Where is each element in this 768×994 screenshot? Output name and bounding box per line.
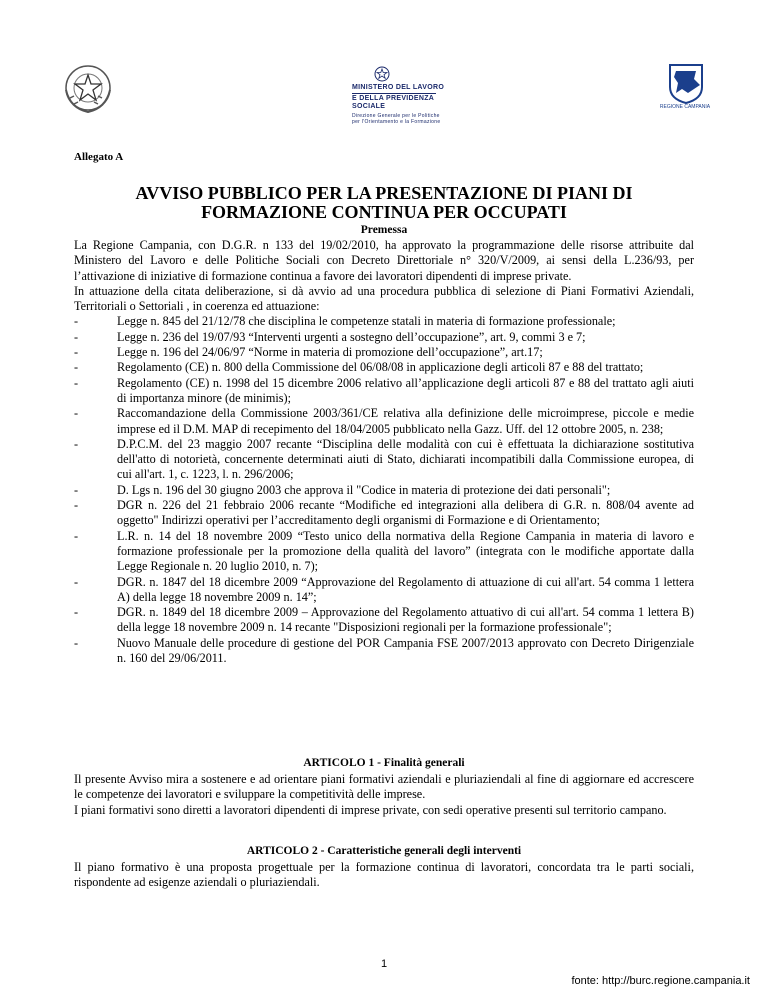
ministry-line1: MINISTERO DEL LAVORO [352, 84, 445, 91]
page-title [74, 184, 694, 222]
ministry-sub2: per l'Orientamento e la Formazione [352, 119, 441, 125]
list-item: - DGR n. 226 del 21 febbraio 2006 recante “Modifiche ed integrazioni alla delibera di G.R. n. 808/04 avente ad oggetto" Indirizzi operativi per l’accreditamento degli organismi di Formazione e di Orientamento; [74, 498, 694, 528]
articolo-1-paragraph-1: Il presente Avviso mira a sostenere e ad orientare piani formativi aziendali e pluriaziendali al fine di aggiornare ed accrescere le competenze dei lavoratori e sviluppare la competitività delle imprese. [74, 772, 694, 802]
ministry-line2: E DELLA PREVIDENZA SOCIALE [352, 95, 434, 110]
regione-campania-logo-icon [666, 63, 706, 105]
title-line-2: FORMAZIONE CONTINUA PER OCCUPATI [201, 202, 567, 222]
premessa-paragraph-1: La Regione Campania, con D.G.R. n 133 del 19/02/2010, ha approvato la programmazione delle risorse attribuite dal Ministero del Lavoro e delle Politiche Sociali con Decreto Direttoriale n° 320/V/2009, ai sensi della L.236/93, per l’attivazione di iniziative di formazione continua a favore dei lavoratori dipendenti di imprese private. [74, 238, 694, 283]
legal-references-list [74, 314, 694, 666]
list-item: - L.R. n. 14 del 18 novembre 2009 “Testo unico della normativa della Regione Campania in materia di lavoro e formazione professionale per la promozione della qualità del lavoro” (integrata con le modifiche apportate dalla Legge Regionale n. 20 luglio 2010, n. 7); [74, 528, 694, 574]
list-item: - Legge n. 196 del 24/06/97 “Norme in materia di promozione dell’occupazione”, art.17; [74, 345, 543, 360]
ministry-sub1: Direzione Generale per le Politiche [352, 113, 440, 119]
ministry-name [352, 84, 452, 125]
premessa-heading: Premessa [360, 224, 408, 236]
articolo-2-paragraph-1: Il piano formativo è una proposta progettuale per la formazione continua di lavoratori, concordata tra le parti sociali, rispondente ad esigenze aziendali o pluriaziendali. [74, 860, 694, 890]
articolo-2-heading: ARTICOLO 2 - Caratteristiche generali degli interventi [246, 845, 522, 857]
articolo-1-paragraph-2: I piani formativi sono diretti a lavoratori dipendenti di imprese private, con sedi operative presenti sul territorio campano. [74, 802, 667, 817]
list-item: - Regolamento (CE) n. 800 della Commissione del 06/08/08 in applicazione degli articoli 87 e 88 del trattato; [74, 360, 644, 375]
list-item: - Legge n. 845 del 21/12/78 che disciplina le competenze statali in materia di formazione professionale; [74, 314, 616, 329]
premessa-paragraph-2: In attuazione della citata deliberazione, si dà avvio ad una procedura pubblica di selezione di Piani Formativi Aziendali, Territoriali o Settoriali , in coerenza ed attuazione: [74, 283, 694, 314]
page-number: 1 [380, 958, 388, 970]
list-item: - Regolamento (CE) n. 1998 del 15 dicembre 2006 relativo all’applicazione degli articoli 87 e 88 del trattato agli aiuti di importanza minore (de minimis); [74, 375, 694, 405]
premessa-section [74, 238, 694, 666]
list-item: - D. Lgs n. 196 del 30 giugno 2003 che approva il "Codice in materia di protezione dei dati personali"; [74, 482, 611, 497]
title-line-1: AVVISO PUBBLICO PER LA PRESENTAZIONE DI PIANI DI [135, 183, 633, 203]
region-label: REGIONE CAMPANIA [659, 104, 711, 110]
list-item: - Nuovo Manuale delle procedure di gestione del POR Campania FSE 2007/2013 approvato con Decreto Dirigenziale n. 160 del 29/06/2011. [74, 635, 694, 666]
articolo-1-heading: ARTICOLO 1 - Finalità generali [303, 757, 465, 769]
list-item: - DGR. n. 1849 del 18 dicembre 2009 – Approvazione del Regolamento attuativo di cui all'art. 54 comma 1 lettera B) della legge 18 novembre 2009 n. 14 recante "Disposizioni regionali per la formazione professionale"; [74, 605, 694, 635]
articolo-1-section [74, 772, 694, 818]
articolo-2-section [74, 860, 694, 891]
ministry-logo [328, 66, 454, 128]
list-item: - Raccomandazione della Commissione 2003/361/CE relativa alla definizione delle microimprese, piccole e medie imprese ed il D.M. MAP di recepimento del 18/04/2005 pubblicato nella Gazz. Uff. del 12 ottobre 2005, n. 238; [74, 406, 694, 436]
ministry-emblem-icon [374, 66, 390, 82]
list-item: - D.P.C.M. del 23 maggio 2007 recante “Disciplina delle modalità con cui è effettuata la dichiarazione sostitutiva dell'atto di notorietà, concernente determinati aiuti di Stato, dichiarati incompatibili dalla Commissione europea, di cui all'art. 1, c. 1223, l. n. 296/2006; [74, 436, 694, 482]
allegato-label: Allegato A [74, 151, 124, 163]
list-item: - DGR. n. 1847 del 18 dicembre 2009 “Approvazione del Regolamento di attuazione di cui all'art. 54 comma 1 lettera A) della legge 18 novembre 2009 n. 14”; [74, 574, 694, 604]
ministry-divider [352, 93, 436, 94]
list-item: - Legge n. 236 del 19/07/93 “Interventi urgenti a sostegno dell’occupazione”, art. 9, commi 3 e 7; [74, 329, 586, 344]
italian-republic-emblem-icon [60, 60, 116, 116]
source-footer: fonte: http://burc.regione.campania.it [571, 975, 750, 987]
